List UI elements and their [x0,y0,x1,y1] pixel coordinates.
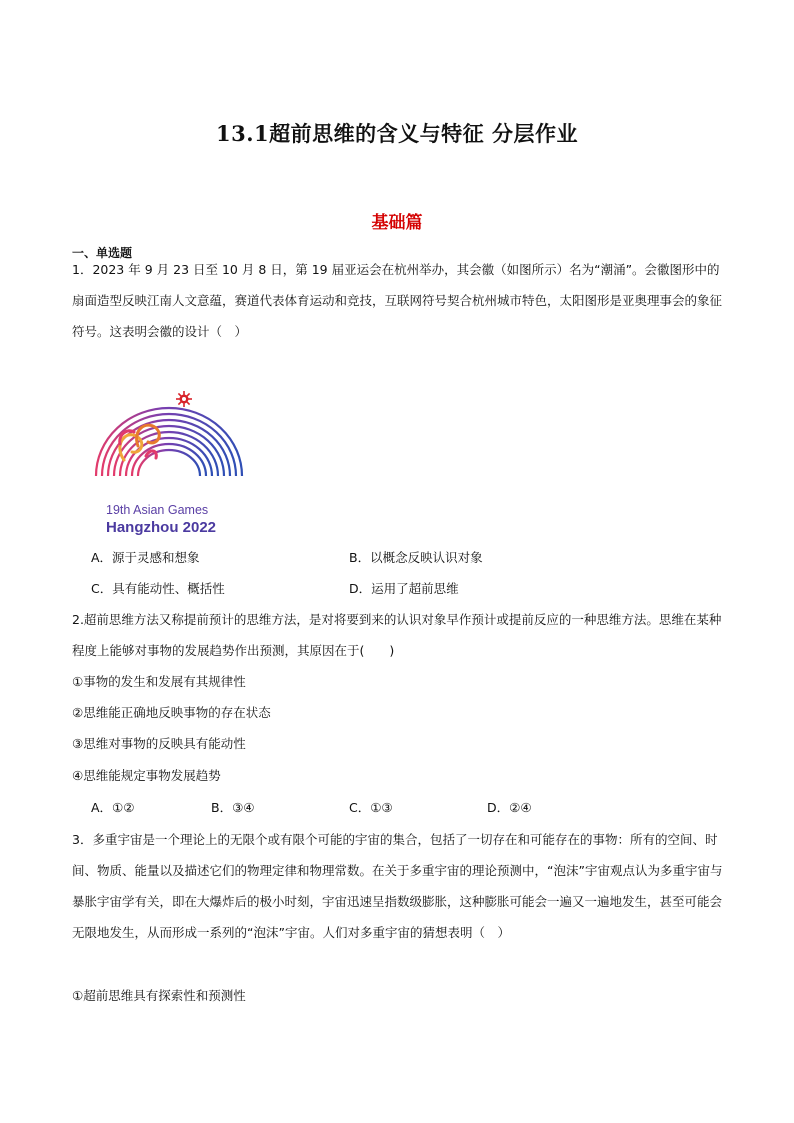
logo-graphic [84,386,254,540]
logo-line1: 19th Asian Games [106,503,209,517]
q2-item-2: ②思维能正确地反映事物的存在状态 [72,705,271,720]
logo-line2: Hangzhou 2022 [106,519,217,536]
q2-item-3: ③思维对事物的反映具有能动性 [72,736,246,751]
q2-item-1: ①事物的发生和发展有其规律性 [72,674,246,689]
question-1-stem: 1．2023 年 9 月 23 日至 10 月 8 日，第 19 届亚运会在杭州举办，其会徽（如图所示）名为“潮涌”。会徽图形中的扇面造型反映江南人文意蕴，赛道代表体育运动和竞技，互联网符号契合杭州城市特色，太阳图形是亚奥理事会的象征符号。这表明会徽的设计（ ） [72,262,723,339]
q1-option-d: D．运用了超前思维 [349,581,459,596]
q2-option-a: A．①② [91,800,135,815]
q1-option-c: C．具有能动性、概括性 [91,581,225,596]
question-3-stem: 3．多重宇宙是一个理论上的无限个或有限个可能的宇宙的集合，包括了一切存在和可能存在的事物：所有的空间、时间、物质、能量以及描述它们的物理定律和物理常数。在关于多重宇宙的理论预测中，“泡沫”宇宙观点认为多重宇宙与暴胀宇宙学有关，即在大爆炸后的极小时刻，宇宙迅速呈指数级膨胀，这种膨胀可能会一遍又一遍地发生，甚至可能会无限地发生，从而形成一系列的“泡沫”宇宙。人们对多重宇宙的猜想表明（ ） [72,832,723,940]
q2-option-d: D．②④ [487,800,532,815]
q2-option-b: B．③④ [211,800,255,815]
question-2-stem: 2.超前思维方法又称提前预计的思维方法，是对将要到来的认识对象早作预计或提前反应的一种思维方法。思维在某种程度上能够对事物的发展趋势作出预测，其原因在于( ) [72,612,722,658]
q3-item-1: ①超前思维具有探索性和预测性 [72,988,246,1003]
q1-option-b: B．以概念反映认识对象 [349,550,483,565]
page-title: 13.1超前思维的含义与特征 分层作业 [216,121,578,146]
section-heading: 一、单选题 [72,246,133,260]
level-heading: 基础篇 [371,213,423,233]
q2-option-c: C．①③ [349,800,393,815]
asian-games-logo [84,386,254,540]
q1-option-a: A．源于灵感和想象 [91,550,200,565]
sun-icon [176,391,192,407]
q2-item-4: ④思维能规定事物发展趋势 [72,768,221,783]
